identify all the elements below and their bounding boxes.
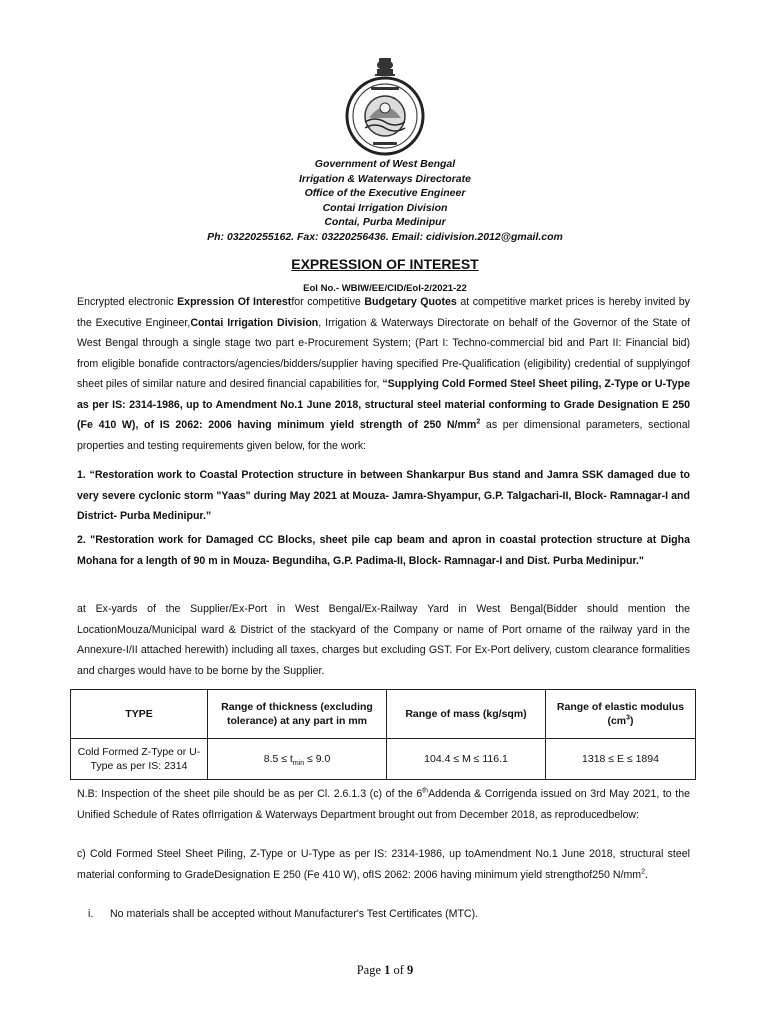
- intro-text-2: for competitive: [291, 296, 365, 308]
- intro-bold-2: Budgetary Quotes: [364, 296, 457, 308]
- nb-text-2: Addenda & Corrigenda issued on 3rd May 2021, to the Unified Schedule of Rates ofIrrigation & Waterways Department brought out from December 2018, as reproducedbelow:: [77, 788, 690, 821]
- modulus-header-close: ): [630, 715, 634, 727]
- cell-thickness: [208, 739, 387, 780]
- table-header-mass: [387, 690, 546, 739]
- intro-paragraph: [77, 292, 690, 456]
- footer-page-total: 9: [407, 963, 414, 977]
- header-division: Contai Irrigation Division: [322, 201, 448, 214]
- intro-superscript: 2: [476, 418, 481, 426]
- west-bengal-emblem-logo: [335, 56, 435, 156]
- cell-modulus: 1318 ≤ E ≤ 1894: [546, 739, 696, 780]
- intro-text-4: , Irrigation & Waterways Directorate on behalf of the Governor of the State of West Bengal through a single stage two part e-Procurement System; (Part I: Techno-commercial bid and Part II: Financial bid) from eligible bonafide contractors/agencies/bidders/supplier having specified Pre-Qualification (eligibility) credential of supplyingof sheet piles of similar nature and desired financial capabilities for,: [77, 316, 691, 390]
- thickness-sub: min: [292, 760, 305, 768]
- list-item-text: No materials shall be accepted without Manufacturer's Test Certificates (MTC).: [110, 908, 479, 920]
- intro-bold-4: “Supplying Cold Formed Steel Sheet piling, Z-Type or U-Type as per IS: 2314-1986, up to Amendment No.1 June 2018, structural steel material conforming to Grade Designation E 250 (Fe 410 W), of IS 2062: 2006 having minimum yield strength of 250 N/mm: [77, 378, 690, 431]
- clause-c-end: .: [645, 868, 648, 881]
- table-header-row: [71, 690, 696, 739]
- header-contact: Ph: 03220255162. Fax: 03220256436. Email: cidivision.2012@gmail.com: [207, 230, 563, 243]
- eoi-reference-number: EoI No.- WBIW/EE/CID/EoI-2/2021-22: [303, 283, 467, 294]
- intro-bold-3: Contai Irrigation Division: [190, 316, 319, 329]
- clause-c-superscript: 2: [641, 867, 646, 875]
- header-office: Office of the Executive Engineer: [304, 187, 466, 200]
- nb-superscript: th: [422, 787, 429, 795]
- footer-page-number: 1: [384, 963, 391, 977]
- office-header: [0, 157, 770, 245]
- nb-paragraph: [77, 784, 690, 825]
- modulus-header-text: Range of elastic modulus (cm: [556, 701, 685, 727]
- thickness-text: 8.5 ≤ t: [263, 753, 293, 765]
- table-header-modulus: [546, 690, 696, 739]
- footer-prefix: Page: [356, 963, 385, 977]
- header-directorate: Irrigation & Waterways Directorate: [299, 172, 471, 185]
- thickness-text-end: ≤ 9.0: [304, 753, 331, 765]
- intro-text-5: as per dimensional parameters, sectional properties and testing requirements given below, for the work:: [77, 419, 690, 452]
- intro-bold-1: Expression Of Interest: [177, 296, 292, 308]
- clause-c-text: c) Cold Formed Steel Sheet Piling, Z-Type or U-Type as per IS: 2314-1986, up toAmendment No.1 June 2018, structural steel material conforming to GradeDesignation E 250 (Fe 410 W), ofIS 2062: 2006 having minimum yield strengthof250 N/mm: [77, 848, 690, 881]
- list-item: [88, 904, 478, 924]
- work-item-2: 2. "Restoration work for Damaged CC Blocks, sheet pile cap beam and apron in coastal protection structure at Digha Mohana for a length of 90 m in Mouza- Begundiha, G.P. Padima-II, Block- Ramnagar-I and Dist. Purba Medinipur.": [77, 534, 690, 567]
- cell-type: Cold Formed Z-Type or U-Type as per IS: 2314: [71, 739, 208, 780]
- list-item-number: i.: [88, 908, 94, 920]
- clause-c-paragraph: [77, 844, 690, 885]
- intro-text-3: at competitive market prices is hereby invited by the Executive Engineer,: [77, 296, 690, 329]
- footer-of: of: [390, 963, 408, 977]
- delivery-paragraph: at Ex-yards of the Supplier/Ex-Port in West Bengal/Ex-Railway Yard in West Bengal(Bidder should mention the LocationMouza/Municipal ward & District of the stackyard of the Company or name of Port orname of the railway yard in the Annexure-I/II attached herewith) including all taxes, charges but excluding GST. For Ex-Port delivery, custom clearance formalities and charges would have to be borne by the Supplier.: [77, 603, 690, 677]
- intro-text-1: Encrypted electronic: [77, 296, 178, 308]
- specification-table: [70, 689, 696, 780]
- work-item-1: 1. “Restoration work to Coastal Protection structure in between Shankarpur Bus stand and Jamra SSK damaged due to very severe cyclonic storm "Yaas" during May 2021 at Mouza- Jamra-Shyampur, G.P. Talgachari-II, Block- Ramnagar-I and District- Purba Medinipur.”: [77, 469, 690, 522]
- nb-text-1: N.B: Inspection of the sheet pile should be as per Cl. 2.6.1.3 (c) of the 6: [77, 788, 423, 800]
- cell-mass: 104.4 ≤ M ≤ 116.1: [387, 739, 546, 780]
- modulus-header-sup: 3: [626, 714, 631, 722]
- document-title: EXPRESSION OF INTEREST: [291, 256, 479, 272]
- table-header-thickness: Range of thickness (excluding tolerance) at any part in mm: [208, 690, 387, 739]
- header-government: Government of West Bengal: [314, 158, 456, 170]
- table-row: [71, 739, 696, 780]
- header-address: Contai, Purba Medinipur: [324, 216, 446, 229]
- page-footer: [0, 963, 770, 978]
- mass-header-text: Range of mass (kg/sqm): [405, 708, 527, 720]
- table-header-type: TYPE: [71, 690, 208, 739]
